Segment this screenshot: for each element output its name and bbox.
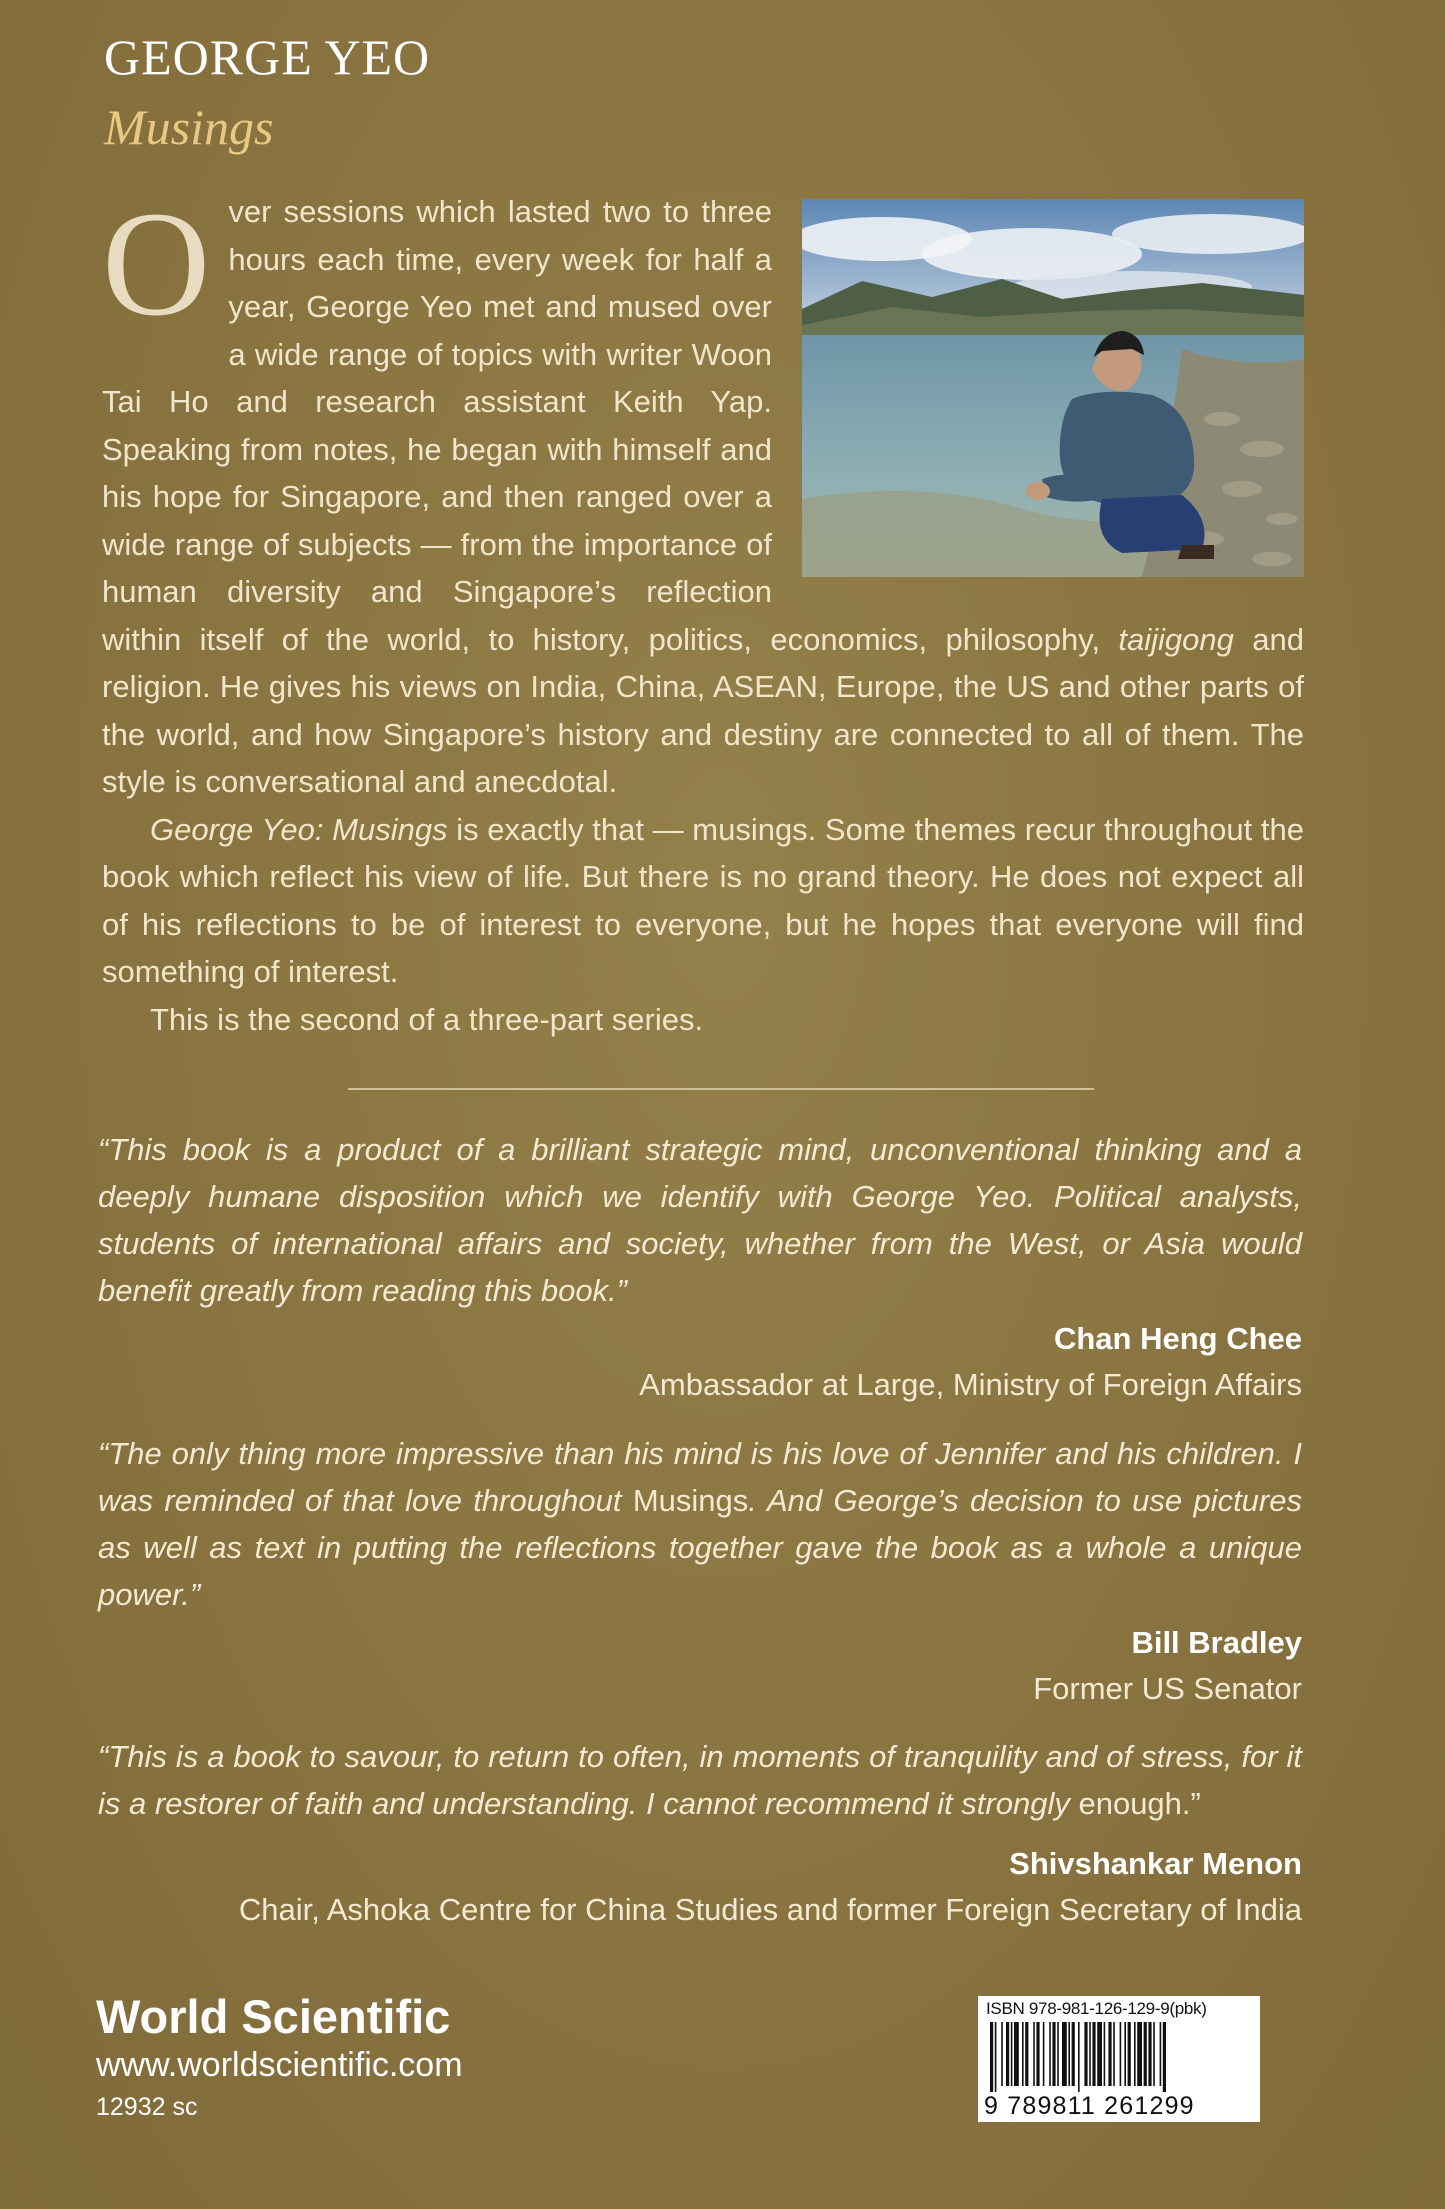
endorser-role: Former US Senator bbox=[1033, 1671, 1302, 1706]
author-name: GEORGE YEO bbox=[104, 29, 431, 85]
barcode-bar bbox=[990, 2022, 993, 2092]
barcode-bar bbox=[1089, 2022, 1091, 2086]
endorsement-quote-part: “This is a book to savour, to return to often, in moments of tranquility and of stress, for it is a restorer of faith and understanding. I cannot recommend it strongly bbox=[98, 1739, 1302, 1821]
barcode-bar bbox=[1134, 2022, 1136, 2086]
barcode-digits: 9 789811 261299 bbox=[984, 2092, 1195, 2120]
blurb-paragraph-3: This is the second of a three-part series. bbox=[150, 1001, 704, 1037]
author-photo bbox=[802, 199, 1304, 577]
barcode-bar bbox=[1014, 2022, 1019, 2086]
endorser-name: Bill Bradley bbox=[1131, 1625, 1302, 1660]
endorsement-quote-part: enough.” bbox=[1078, 1786, 1201, 1821]
blurb-paragraph-1: ver sessions which lasted two to three hours each time, every week for half a year, George Yeo met and mused over a wide range of topics with writer Woon Tai Ho and research assistant Keith Yap. Speaking from notes, he began with himself and his hope for Singapore, and then ranged over a wide range of subjects — from the importance of human diversity and Singapore’s reflection within itself of the world, to history, politics, economics, philosophy, bbox=[102, 194, 1119, 657]
barcode-bar bbox=[1108, 2022, 1111, 2086]
barcode-bar bbox=[1097, 2022, 1102, 2086]
drop-cap: O bbox=[102, 181, 211, 347]
endorsement-quote-part: “The only thing more impressive than his mind is his love of Jennifer and his children. I was reminded of that love throughout bbox=[98, 1436, 1302, 1518]
barcode-bar bbox=[1144, 2022, 1147, 2086]
book-title: Musings bbox=[104, 99, 274, 155]
barcode-bar bbox=[1052, 2022, 1055, 2086]
barcode-bar bbox=[1137, 2022, 1142, 2086]
barcode-bar bbox=[1025, 2022, 1028, 2086]
endorser-name: Shivshankar Menon bbox=[1009, 1846, 1302, 1881]
barcode-bar bbox=[1160, 2022, 1162, 2086]
barcode-bar bbox=[995, 2022, 997, 2092]
barcode-bar bbox=[1072, 2022, 1075, 2086]
barcode-bar bbox=[1057, 2022, 1059, 2086]
endorsement-quote bbox=[98, 1733, 1302, 1827]
endorsement bbox=[98, 1430, 1302, 1712]
barcode-bar bbox=[1068, 2022, 1070, 2086]
endorsement-quote bbox=[98, 1430, 1302, 1618]
barcode-bar bbox=[1092, 2022, 1095, 2086]
isbn-barcode bbox=[978, 1996, 1260, 2122]
barcode-bar bbox=[1084, 2022, 1087, 2086]
barcode-bar bbox=[1022, 2022, 1024, 2086]
barcode-bars bbox=[988, 2022, 1250, 2092]
barcode-bar bbox=[1001, 2022, 1003, 2086]
blurb-paragraph-2: is exactly that — musings. Some themes recur throughout the book which reflect his view of life. But there is no grand theory. He does not expect all of his reflections to be of interest to everyone, but he hopes that everyone will find something of interest. bbox=[102, 811, 1304, 989]
blurb bbox=[102, 181, 1304, 1043]
barcode-bar bbox=[1078, 2022, 1080, 2092]
publisher-website[interactable]: www.worldscientific.com bbox=[96, 2046, 463, 2084]
blurb-paragraph-1-end: and religion. He gives his views on India, China, ASEAN, Europe, the US and other parts of the world, and how Singapore’s history and destiny are connected to all of them. The style is conversational and anecdotal. bbox=[102, 621, 1304, 799]
barcode-bar bbox=[1153, 2022, 1155, 2086]
section-divider bbox=[348, 1088, 1094, 1090]
blurb-title-reference: George Yeo: Musings bbox=[150, 811, 448, 847]
endorsement-quote: “This book is a product of a brilliant strategic mind, unconventional thinking and a deeply humane disposition which we identify with George Yeo. Political analysts, students of international affairs and society, whether from the West, or Asia would benefit greatly from reading this book.” bbox=[98, 1132, 1302, 1308]
endorser-role: Ambassador at Large, Ministry of Foreign Affairs bbox=[639, 1367, 1302, 1402]
barcode-bar bbox=[1163, 2022, 1166, 2092]
barcode-bar bbox=[1124, 2022, 1126, 2086]
barcode-bar bbox=[1033, 2022, 1035, 2086]
barcode-bar bbox=[1043, 2022, 1045, 2086]
barcode-bar bbox=[1036, 2022, 1039, 2086]
endorsement bbox=[98, 1733, 1302, 1933]
endorsement bbox=[98, 1126, 1302, 1408]
barcode-bar bbox=[1049, 2022, 1051, 2086]
endorser-role: Chair, Ashoka Centre for China Studies and former Foreign Secretary of India bbox=[238, 1892, 1302, 1927]
endorsement-quote-title: Musings bbox=[632, 1483, 749, 1518]
barcode-bar bbox=[1128, 2022, 1131, 2086]
isbn-number: ISBN 978-981-126-129-9(pbk) bbox=[986, 1999, 1207, 2018]
blurb-italic-term: taijigong bbox=[1118, 621, 1234, 657]
product-code: 12932 sc bbox=[96, 2093, 198, 2121]
publisher-name: World Scientific bbox=[96, 1990, 451, 2043]
barcode-bar bbox=[1104, 2022, 1106, 2086]
barcode-bar bbox=[1148, 2022, 1151, 2086]
barcode-bar bbox=[1062, 2022, 1067, 2086]
endorsement-quote-part: . And George’s decision to use pictures as well as text in putting the reflections together gave the book as a whole a unique power.” bbox=[98, 1483, 1302, 1612]
endorser-name: Chan Heng Chee bbox=[1053, 1321, 1302, 1356]
barcode-bar bbox=[1120, 2022, 1122, 2086]
barcode-bar bbox=[1006, 2022, 1009, 2086]
barcode-bar bbox=[1011, 2022, 1013, 2086]
barcode-bar bbox=[1113, 2022, 1115, 2086]
